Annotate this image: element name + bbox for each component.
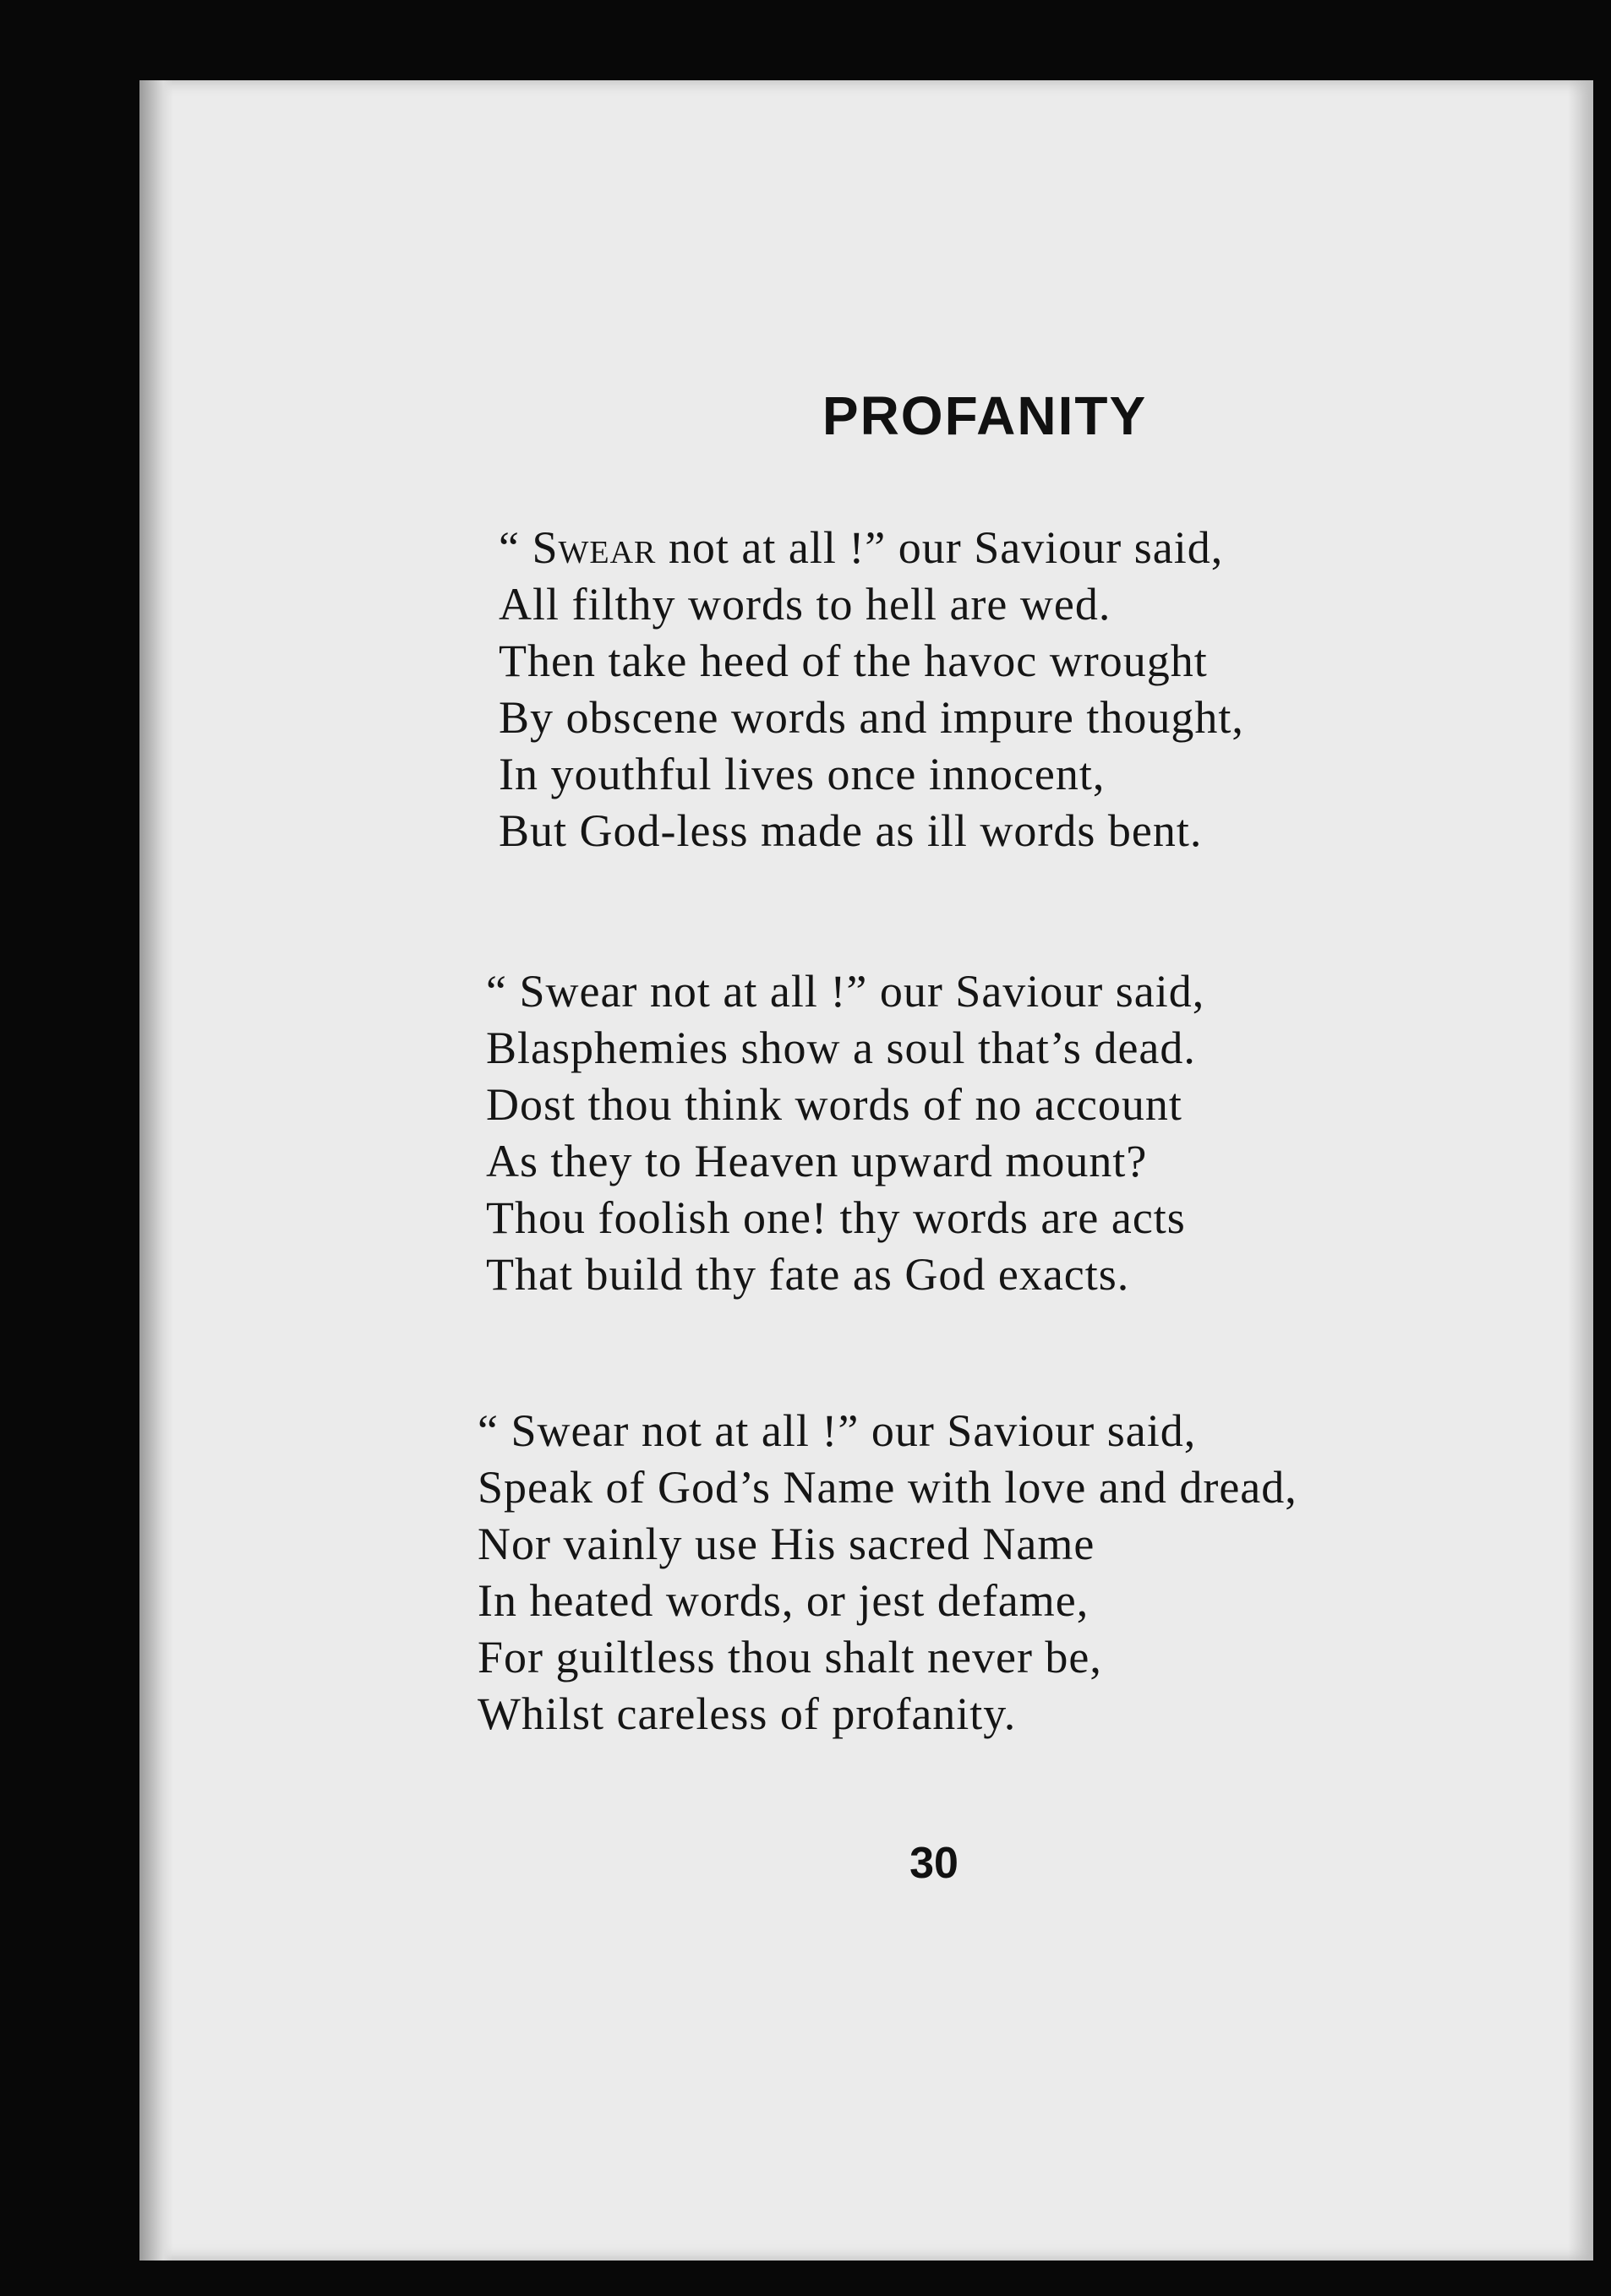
stanza-3-line-5: For guiltless thou shalt never be, [478,1632,1102,1682]
stanza-3-line-3: Nor vainly use His sacred Name [478,1519,1095,1569]
opening-quote: “ [499,522,532,573]
stanza-2-line-1: “ Swear not at all !” our Saviour said, [486,966,1205,1017]
stanza-1 [499,520,1244,859]
stanza-2-line-2: Blasphemies show a soul that’s dead. [486,1023,1196,1073]
stanza-1-line-4: By obscene words and impure thought, [499,692,1244,743]
stanza-1-line-5: In youthful lives once innocent, [499,749,1106,799]
stanza-2-line-3: Dost thou think words of no account [486,1079,1182,1130]
page-number: 30 [909,1839,958,1888]
stanza-2 [486,963,1204,1303]
stanza-1-line-3: Then take heed of the havoc wrought [499,635,1208,686]
stanza-2-line-4: As they to Heaven upward mount? [486,1136,1148,1186]
book-page [139,80,1593,2261]
line-remainder: not at all !” our Saviour said, [656,522,1224,573]
stanza-2-line-5: Thou foolish one! thy words are acts [486,1192,1186,1243]
stanza-3-line-6: Whilst careless of profanity. [478,1688,1017,1739]
stanza-3-line-2: Speak of God’s Name with love and dread, [478,1462,1297,1513]
stanza-1-line-1 [499,520,1244,576]
stanza-3-line-1: “ Swear not at all !” our Saviour said, [478,1405,1197,1456]
page-title: PROFANITY [822,385,1148,446]
stanza-2-line-6: That build thy fate as God exacts. [486,1249,1130,1300]
stanza-1-line-2: All filthy words to hell are wed. [499,579,1111,630]
stanza-3-line-4: In heated words, or jest defame, [478,1575,1089,1626]
stanza-1-line-6: But God-less made as ill words bent. [499,805,1203,856]
stanza-3 [478,1403,1297,1742]
small-caps-word: Swear [532,522,657,573]
